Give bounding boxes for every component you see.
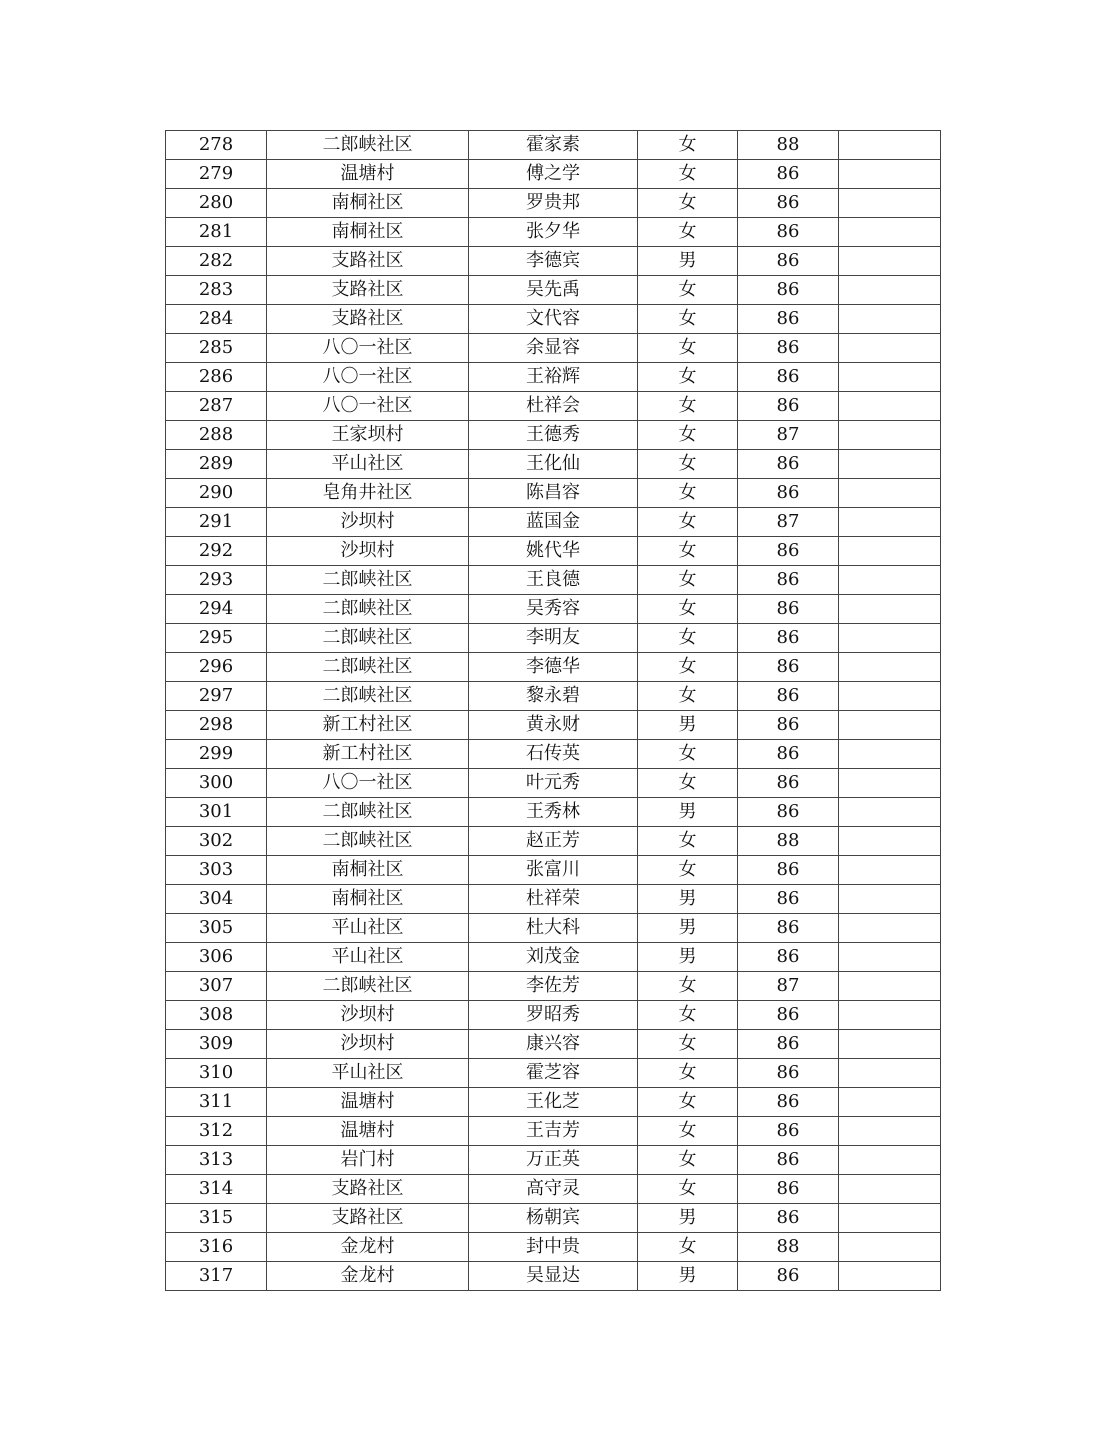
- person-name-cell: 吴先禹: [469, 276, 638, 305]
- person-name-cell: 王化仙: [469, 450, 638, 479]
- remarks-cell: [839, 537, 941, 566]
- person-name-cell: 封中贵: [469, 1233, 638, 1262]
- gender-cell: 女: [638, 624, 738, 653]
- age-cell: 86: [738, 798, 839, 827]
- serial-number-cell: 290: [166, 479, 267, 508]
- gender-cell: 女: [638, 508, 738, 537]
- community-cell: 皂角井社区: [267, 479, 469, 508]
- age-cell: 88: [738, 827, 839, 856]
- serial-number-cell: 296: [166, 653, 267, 682]
- gender-cell: 女: [638, 740, 738, 769]
- roster-table: [165, 130, 941, 1291]
- serial-number-cell: 315: [166, 1204, 267, 1233]
- age-cell: 86: [738, 943, 839, 972]
- table-row: [166, 624, 941, 653]
- age-cell: 86: [738, 1175, 839, 1204]
- table-row: [166, 1030, 941, 1059]
- community-cell: 南桐社区: [267, 885, 469, 914]
- gender-cell: 女: [638, 305, 738, 334]
- community-cell: 沙坝村: [267, 537, 469, 566]
- person-name-cell: 吴秀容: [469, 595, 638, 624]
- remarks-cell: [839, 740, 941, 769]
- gender-cell: 男: [638, 798, 738, 827]
- table-row: [166, 914, 941, 943]
- community-cell: 南桐社区: [267, 189, 469, 218]
- remarks-cell: [839, 1117, 941, 1146]
- age-cell: 86: [738, 305, 839, 334]
- remarks-cell: [839, 653, 941, 682]
- gender-cell: 女: [638, 1059, 738, 1088]
- remarks-cell: [839, 856, 941, 885]
- person-name-cell: 刘茂金: [469, 943, 638, 972]
- table-row: [166, 595, 941, 624]
- table-row: [166, 1175, 941, 1204]
- remarks-cell: [839, 1204, 941, 1233]
- gender-cell: 女: [638, 1146, 738, 1175]
- gender-cell: 男: [638, 885, 738, 914]
- person-name-cell: 罗昭秀: [469, 1001, 638, 1030]
- table-row: [166, 566, 941, 595]
- community-cell: 新工村社区: [267, 740, 469, 769]
- person-name-cell: 王吉芳: [469, 1117, 638, 1146]
- age-cell: 86: [738, 740, 839, 769]
- person-name-cell: 王裕辉: [469, 363, 638, 392]
- gender-cell: 女: [638, 566, 738, 595]
- gender-cell: 男: [638, 1262, 738, 1291]
- serial-number-cell: 293: [166, 566, 267, 595]
- remarks-cell: [839, 305, 941, 334]
- community-cell: 沙坝村: [267, 1001, 469, 1030]
- person-name-cell: 黎永碧: [469, 682, 638, 711]
- age-cell: 86: [738, 392, 839, 421]
- community-cell: 支路社区: [267, 1204, 469, 1233]
- gender-cell: 女: [638, 827, 738, 856]
- person-name-cell: 万正英: [469, 1146, 638, 1175]
- community-cell: 南桐社区: [267, 856, 469, 885]
- community-cell: 平山社区: [267, 1059, 469, 1088]
- remarks-cell: [839, 1001, 941, 1030]
- remarks-cell: [839, 131, 941, 160]
- gender-cell: 女: [638, 769, 738, 798]
- community-cell: 二郎峡社区: [267, 566, 469, 595]
- gender-cell: 女: [638, 1088, 738, 1117]
- age-cell: 86: [738, 624, 839, 653]
- remarks-cell: [839, 1233, 941, 1262]
- gender-cell: 男: [638, 711, 738, 740]
- person-name-cell: 吴显达: [469, 1262, 638, 1291]
- remarks-cell: [839, 508, 941, 537]
- age-cell: 86: [738, 1204, 839, 1233]
- remarks-cell: [839, 682, 941, 711]
- remarks-cell: [839, 1030, 941, 1059]
- table-row: [166, 856, 941, 885]
- table-row: [166, 943, 941, 972]
- person-name-cell: 杜大科: [469, 914, 638, 943]
- person-name-cell: 余显容: [469, 334, 638, 363]
- age-cell: 86: [738, 537, 839, 566]
- table-row: [166, 972, 941, 1001]
- community-cell: 支路社区: [267, 276, 469, 305]
- remarks-cell: [839, 798, 941, 827]
- serial-number-cell: 310: [166, 1059, 267, 1088]
- community-cell: 二郎峡社区: [267, 595, 469, 624]
- age-cell: 86: [738, 247, 839, 276]
- remarks-cell: [839, 189, 941, 218]
- remarks-cell: [839, 334, 941, 363]
- age-cell: 86: [738, 189, 839, 218]
- person-name-cell: 康兴容: [469, 1030, 638, 1059]
- age-cell: 86: [738, 711, 839, 740]
- serial-number-cell: 295: [166, 624, 267, 653]
- serial-number-cell: 285: [166, 334, 267, 363]
- age-cell: 86: [738, 479, 839, 508]
- table-row: [166, 1204, 941, 1233]
- community-cell: 沙坝村: [267, 508, 469, 537]
- age-cell: 86: [738, 856, 839, 885]
- person-name-cell: 罗贵邦: [469, 189, 638, 218]
- age-cell: 86: [738, 276, 839, 305]
- remarks-cell: [839, 276, 941, 305]
- serial-number-cell: 301: [166, 798, 267, 827]
- remarks-cell: [839, 943, 941, 972]
- age-cell: 86: [738, 595, 839, 624]
- serial-number-cell: 311: [166, 1088, 267, 1117]
- gender-cell: 男: [638, 247, 738, 276]
- age-cell: 86: [738, 682, 839, 711]
- community-cell: 二郎峡社区: [267, 653, 469, 682]
- serial-number-cell: 312: [166, 1117, 267, 1146]
- gender-cell: 女: [638, 653, 738, 682]
- community-cell: 支路社区: [267, 1175, 469, 1204]
- serial-number-cell: 297: [166, 682, 267, 711]
- gender-cell: 女: [638, 1117, 738, 1146]
- serial-number-cell: 302: [166, 827, 267, 856]
- remarks-cell: [839, 450, 941, 479]
- serial-number-cell: 281: [166, 218, 267, 247]
- remarks-cell: [839, 595, 941, 624]
- serial-number-cell: 299: [166, 740, 267, 769]
- remarks-cell: [839, 218, 941, 247]
- serial-number-cell: 294: [166, 595, 267, 624]
- community-cell: 八〇一社区: [267, 363, 469, 392]
- table-row: [166, 218, 941, 247]
- table-row: [166, 653, 941, 682]
- person-name-cell: 张夕华: [469, 218, 638, 247]
- table-row: [166, 479, 941, 508]
- gender-cell: 女: [638, 1233, 738, 1262]
- remarks-cell: [839, 885, 941, 914]
- community-cell: 王家坝村: [267, 421, 469, 450]
- community-cell: 支路社区: [267, 305, 469, 334]
- community-cell: 二郎峡社区: [267, 624, 469, 653]
- community-cell: 温塘村: [267, 1117, 469, 1146]
- gender-cell: 女: [638, 682, 738, 711]
- community-cell: 新工村社区: [267, 711, 469, 740]
- serial-number-cell: 289: [166, 450, 267, 479]
- age-cell: 86: [738, 1001, 839, 1030]
- serial-number-cell: 292: [166, 537, 267, 566]
- table-row: [166, 421, 941, 450]
- community-cell: 平山社区: [267, 450, 469, 479]
- person-name-cell: 王良德: [469, 566, 638, 595]
- table-row: [166, 537, 941, 566]
- serial-number-cell: 288: [166, 421, 267, 450]
- gender-cell: 女: [638, 363, 738, 392]
- table-row: [166, 1001, 941, 1030]
- age-cell: 86: [738, 885, 839, 914]
- remarks-cell: [839, 1088, 941, 1117]
- person-name-cell: 霍家素: [469, 131, 638, 160]
- age-cell: 86: [738, 334, 839, 363]
- age-cell: 86: [738, 1088, 839, 1117]
- person-name-cell: 姚代华: [469, 537, 638, 566]
- gender-cell: 女: [638, 1001, 738, 1030]
- community-cell: 八〇一社区: [267, 769, 469, 798]
- remarks-cell: [839, 1146, 941, 1175]
- remarks-cell: [839, 1059, 941, 1088]
- gender-cell: 男: [638, 1204, 738, 1233]
- table-row: [166, 392, 941, 421]
- age-cell: 86: [738, 1059, 839, 1088]
- person-name-cell: 黄永财: [469, 711, 638, 740]
- serial-number-cell: 314: [166, 1175, 267, 1204]
- age-cell: 87: [738, 508, 839, 537]
- community-cell: 二郎峡社区: [267, 798, 469, 827]
- serial-number-cell: 306: [166, 943, 267, 972]
- roster-table-body: [166, 131, 941, 1291]
- serial-number-cell: 291: [166, 508, 267, 537]
- person-name-cell: 霍芝容: [469, 1059, 638, 1088]
- person-name-cell: 杜祥荣: [469, 885, 638, 914]
- table-row: [166, 131, 941, 160]
- gender-cell: 女: [638, 972, 738, 1001]
- gender-cell: 女: [638, 1030, 738, 1059]
- gender-cell: 女: [638, 160, 738, 189]
- community-cell: 平山社区: [267, 914, 469, 943]
- person-name-cell: 杨朝宾: [469, 1204, 638, 1233]
- remarks-cell: [839, 363, 941, 392]
- community-cell: 金龙村: [267, 1262, 469, 1291]
- remarks-cell: [839, 827, 941, 856]
- table-row: [166, 276, 941, 305]
- person-name-cell: 石传英: [469, 740, 638, 769]
- serial-number-cell: 303: [166, 856, 267, 885]
- table-row: [166, 885, 941, 914]
- serial-number-cell: 282: [166, 247, 267, 276]
- community-cell: 温塘村: [267, 160, 469, 189]
- table-row: [166, 508, 941, 537]
- table-row: [166, 363, 941, 392]
- serial-number-cell: 304: [166, 885, 267, 914]
- serial-number-cell: 287: [166, 392, 267, 421]
- person-name-cell: 李佐芳: [469, 972, 638, 1001]
- gender-cell: 男: [638, 943, 738, 972]
- community-cell: 温塘村: [267, 1088, 469, 1117]
- table-row: [166, 189, 941, 218]
- remarks-cell: [839, 392, 941, 421]
- age-cell: 86: [738, 1117, 839, 1146]
- person-name-cell: 文代容: [469, 305, 638, 334]
- age-cell: 86: [738, 450, 839, 479]
- person-name-cell: 蓝国金: [469, 508, 638, 537]
- gender-cell: 女: [638, 276, 738, 305]
- table-row: [166, 769, 941, 798]
- table-row: [166, 711, 941, 740]
- community-cell: 二郎峡社区: [267, 972, 469, 1001]
- age-cell: 86: [738, 1262, 839, 1291]
- serial-number-cell: 284: [166, 305, 267, 334]
- person-name-cell: 叶元秀: [469, 769, 638, 798]
- remarks-cell: [839, 769, 941, 798]
- remarks-cell: [839, 711, 941, 740]
- community-cell: 沙坝村: [267, 1030, 469, 1059]
- table-row: [166, 1117, 941, 1146]
- gender-cell: 女: [638, 334, 738, 363]
- person-name-cell: 李明友: [469, 624, 638, 653]
- serial-number-cell: 279: [166, 160, 267, 189]
- table-row: [166, 1088, 941, 1117]
- table-row: [166, 682, 941, 711]
- gender-cell: 女: [638, 421, 738, 450]
- age-cell: 86: [738, 218, 839, 247]
- table-row: [166, 798, 941, 827]
- serial-number-cell: 316: [166, 1233, 267, 1262]
- gender-cell: 女: [638, 131, 738, 160]
- serial-number-cell: 278: [166, 131, 267, 160]
- gender-cell: 女: [638, 392, 738, 421]
- community-cell: 平山社区: [267, 943, 469, 972]
- remarks-cell: [839, 914, 941, 943]
- table-row: [166, 1146, 941, 1175]
- remarks-cell: [839, 972, 941, 1001]
- community-cell: 八〇一社区: [267, 392, 469, 421]
- person-name-cell: 高守灵: [469, 1175, 638, 1204]
- gender-cell: 女: [638, 1175, 738, 1204]
- serial-number-cell: 280: [166, 189, 267, 218]
- serial-number-cell: 298: [166, 711, 267, 740]
- age-cell: 88: [738, 131, 839, 160]
- serial-number-cell: 317: [166, 1262, 267, 1291]
- remarks-cell: [839, 566, 941, 595]
- remarks-cell: [839, 1175, 941, 1204]
- serial-number-cell: 283: [166, 276, 267, 305]
- gender-cell: 女: [638, 189, 738, 218]
- table-row: [166, 827, 941, 856]
- age-cell: 86: [738, 1030, 839, 1059]
- community-cell: 二郎峡社区: [267, 682, 469, 711]
- gender-cell: 男: [638, 914, 738, 943]
- serial-number-cell: 307: [166, 972, 267, 1001]
- table-row: [166, 1262, 941, 1291]
- gender-cell: 女: [638, 537, 738, 566]
- serial-number-cell: 309: [166, 1030, 267, 1059]
- age-cell: 87: [738, 421, 839, 450]
- age-cell: 86: [738, 566, 839, 595]
- community-cell: 岩门村: [267, 1146, 469, 1175]
- person-name-cell: 傅之学: [469, 160, 638, 189]
- age-cell: 86: [738, 160, 839, 189]
- community-cell: 南桐社区: [267, 218, 469, 247]
- remarks-cell: [839, 624, 941, 653]
- table-row: [166, 305, 941, 334]
- remarks-cell: [839, 1262, 941, 1291]
- person-name-cell: 王秀林: [469, 798, 638, 827]
- age-cell: 86: [738, 653, 839, 682]
- table-row: [166, 160, 941, 189]
- remarks-cell: [839, 479, 941, 508]
- person-name-cell: 王化芝: [469, 1088, 638, 1117]
- gender-cell: 女: [638, 856, 738, 885]
- table-row: [166, 247, 941, 276]
- community-cell: 二郎峡社区: [267, 827, 469, 856]
- serial-number-cell: 313: [166, 1146, 267, 1175]
- person-name-cell: 陈昌容: [469, 479, 638, 508]
- person-name-cell: 王德秀: [469, 421, 638, 450]
- person-name-cell: 赵正芳: [469, 827, 638, 856]
- table-row: [166, 1233, 941, 1262]
- person-name-cell: 张富川: [469, 856, 638, 885]
- age-cell: 87: [738, 972, 839, 1001]
- gender-cell: 女: [638, 479, 738, 508]
- age-cell: 86: [738, 363, 839, 392]
- age-cell: 86: [738, 1146, 839, 1175]
- table-row: [166, 1059, 941, 1088]
- age-cell: 86: [738, 769, 839, 798]
- community-cell: 支路社区: [267, 247, 469, 276]
- person-name-cell: 杜祥会: [469, 392, 638, 421]
- table-row: [166, 450, 941, 479]
- person-name-cell: 李德华: [469, 653, 638, 682]
- table-row: [166, 334, 941, 363]
- age-cell: 86: [738, 914, 839, 943]
- gender-cell: 女: [638, 218, 738, 247]
- serial-number-cell: 305: [166, 914, 267, 943]
- table-row: [166, 740, 941, 769]
- remarks-cell: [839, 247, 941, 276]
- person-name-cell: 李德宾: [469, 247, 638, 276]
- gender-cell: 女: [638, 450, 738, 479]
- gender-cell: 女: [638, 595, 738, 624]
- serial-number-cell: 308: [166, 1001, 267, 1030]
- serial-number-cell: 286: [166, 363, 267, 392]
- community-cell: 八〇一社区: [267, 334, 469, 363]
- remarks-cell: [839, 160, 941, 189]
- community-cell: 金龙村: [267, 1233, 469, 1262]
- serial-number-cell: 300: [166, 769, 267, 798]
- age-cell: 88: [738, 1233, 839, 1262]
- community-cell: 二郎峡社区: [267, 131, 469, 160]
- remarks-cell: [839, 421, 941, 450]
